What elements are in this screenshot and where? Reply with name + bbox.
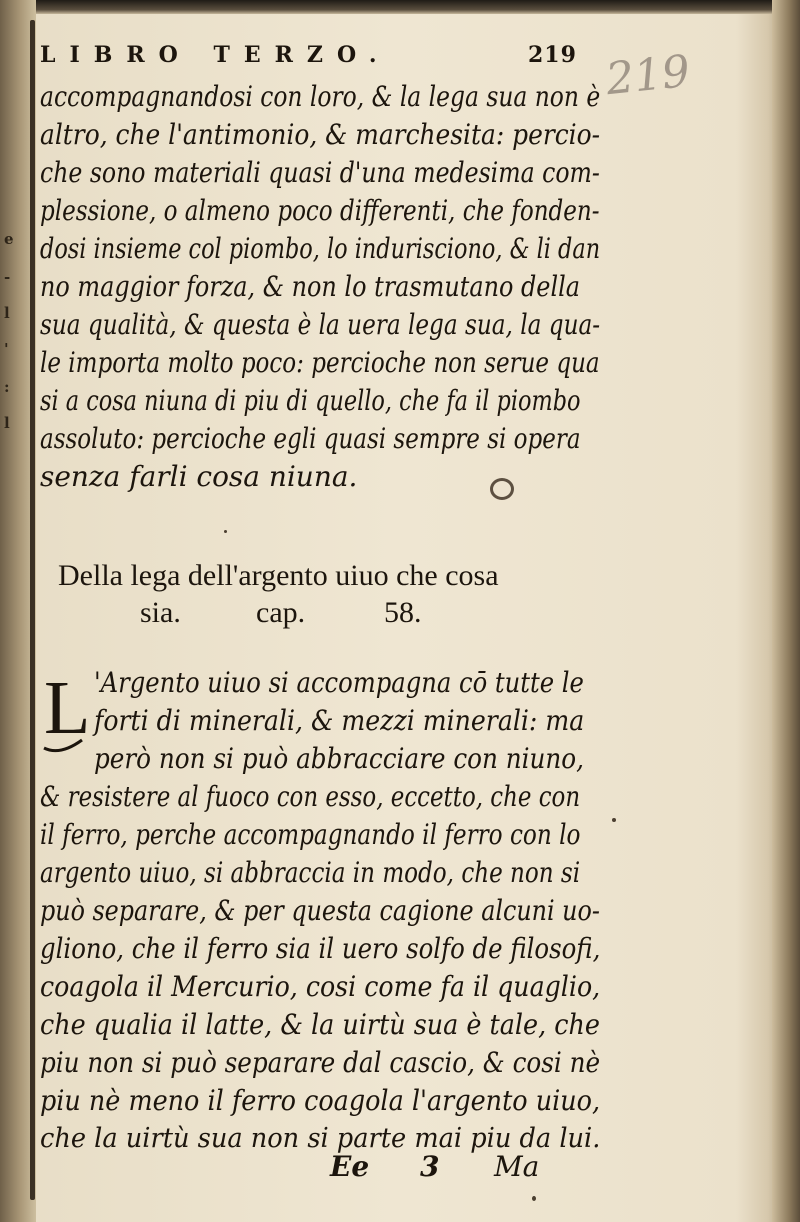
paper-speck [612, 818, 616, 822]
paper-speck [224, 530, 227, 533]
page-right-edge [772, 0, 800, 1222]
previous-page-edge [0, 0, 20, 1222]
edge-letter: l [4, 414, 10, 432]
text-line-last: senza farli cosa niuna. [40, 460, 358, 493]
text-line: gliono, che il ferro sia il uero solfo de filosofi, [40, 932, 601, 965]
handwritten-folio-number: 219 [603, 45, 693, 106]
text-line: plessione, o almeno poco differenti, che fonden- [40, 194, 600, 227]
paper-speck [532, 1196, 536, 1201]
text-line-last: che la uirtù sua non si parte mai piu da lui. [40, 1123, 601, 1154]
text-line: argento uiuo, si abbraccia in modo, che non si [40, 856, 581, 889]
text-line: altro, che l'antimonio, & marchesita: percio- [40, 118, 601, 151]
signature-number: 3 [420, 1150, 440, 1183]
text-line: assoluto: percioche egli quasi sempre si opera [40, 422, 581, 455]
edge-letter: e [4, 230, 14, 248]
binding-shadow [30, 20, 35, 1200]
chapter-heading: Della lega dell'argento uiuo che cosa [58, 559, 499, 592]
running-head-title: LIBRO TERZO. [40, 42, 391, 68]
text-line: & resistere al fuoco con esso, eccetto, che con [40, 780, 581, 813]
drop-cap-letter: L [44, 666, 91, 750]
chapter-number: 58. [384, 596, 422, 629]
text-line: 'Argento uiuo si accompagna cō tutte le [94, 666, 584, 699]
text-line: forti di minerali, & mezzi minerali: ma [94, 704, 585, 737]
text-line: che sono materiali quasi d'una medesima com- [40, 156, 600, 189]
text-line: accompagnandosi con loro, & la lega sua non è [40, 80, 601, 113]
text-line: può separare, & per questa cagione alcuni uo- [40, 894, 600, 927]
text-line: piu non si può separare dal cascio, & cosi nè [40, 1046, 601, 1079]
drop-cap-frame [40, 666, 91, 758]
text-line: le importa molto poco: percioche non serue qua [40, 346, 600, 379]
text-line: sua qualità, & questa è la uera lega sua, la qua- [40, 308, 601, 341]
text-line: il ferro, perche accompagnando il ferro con lo [40, 818, 581, 851]
signature-mark: Ee [330, 1150, 370, 1183]
text-line: coagola il Mercurio, cosi come fa il quaglio, [40, 970, 601, 1003]
page-top-edge [0, 0, 800, 14]
text-line: però non si può abbracciare con niuno, [94, 742, 584, 775]
text-line: piu nè meno il ferro coagola l'argento uiuo, [40, 1084, 601, 1117]
edge-letter: - [4, 268, 11, 286]
text-line: no maggior forza, & non lo trasmutano della [40, 270, 580, 303]
text-line: si a cosa niuna di piu di quello, che fa il piombo [40, 384, 581, 417]
text-line: che qualia il latte, & la uirtù sua è tale, che [40, 1008, 600, 1041]
edge-letter: : [4, 378, 10, 396]
catchword: Ma [494, 1150, 540, 1183]
edge-letter: l [4, 304, 10, 322]
chapter-heading-continuation: sia. [140, 596, 181, 629]
text-line: dosi insieme col piombo, lo indurisciono, & li dan [40, 232, 601, 265]
chapter-label: cap. [256, 596, 306, 629]
paper-stain [490, 478, 514, 500]
folio-number: 219 [528, 42, 577, 68]
edge-letter: ' [4, 340, 9, 358]
